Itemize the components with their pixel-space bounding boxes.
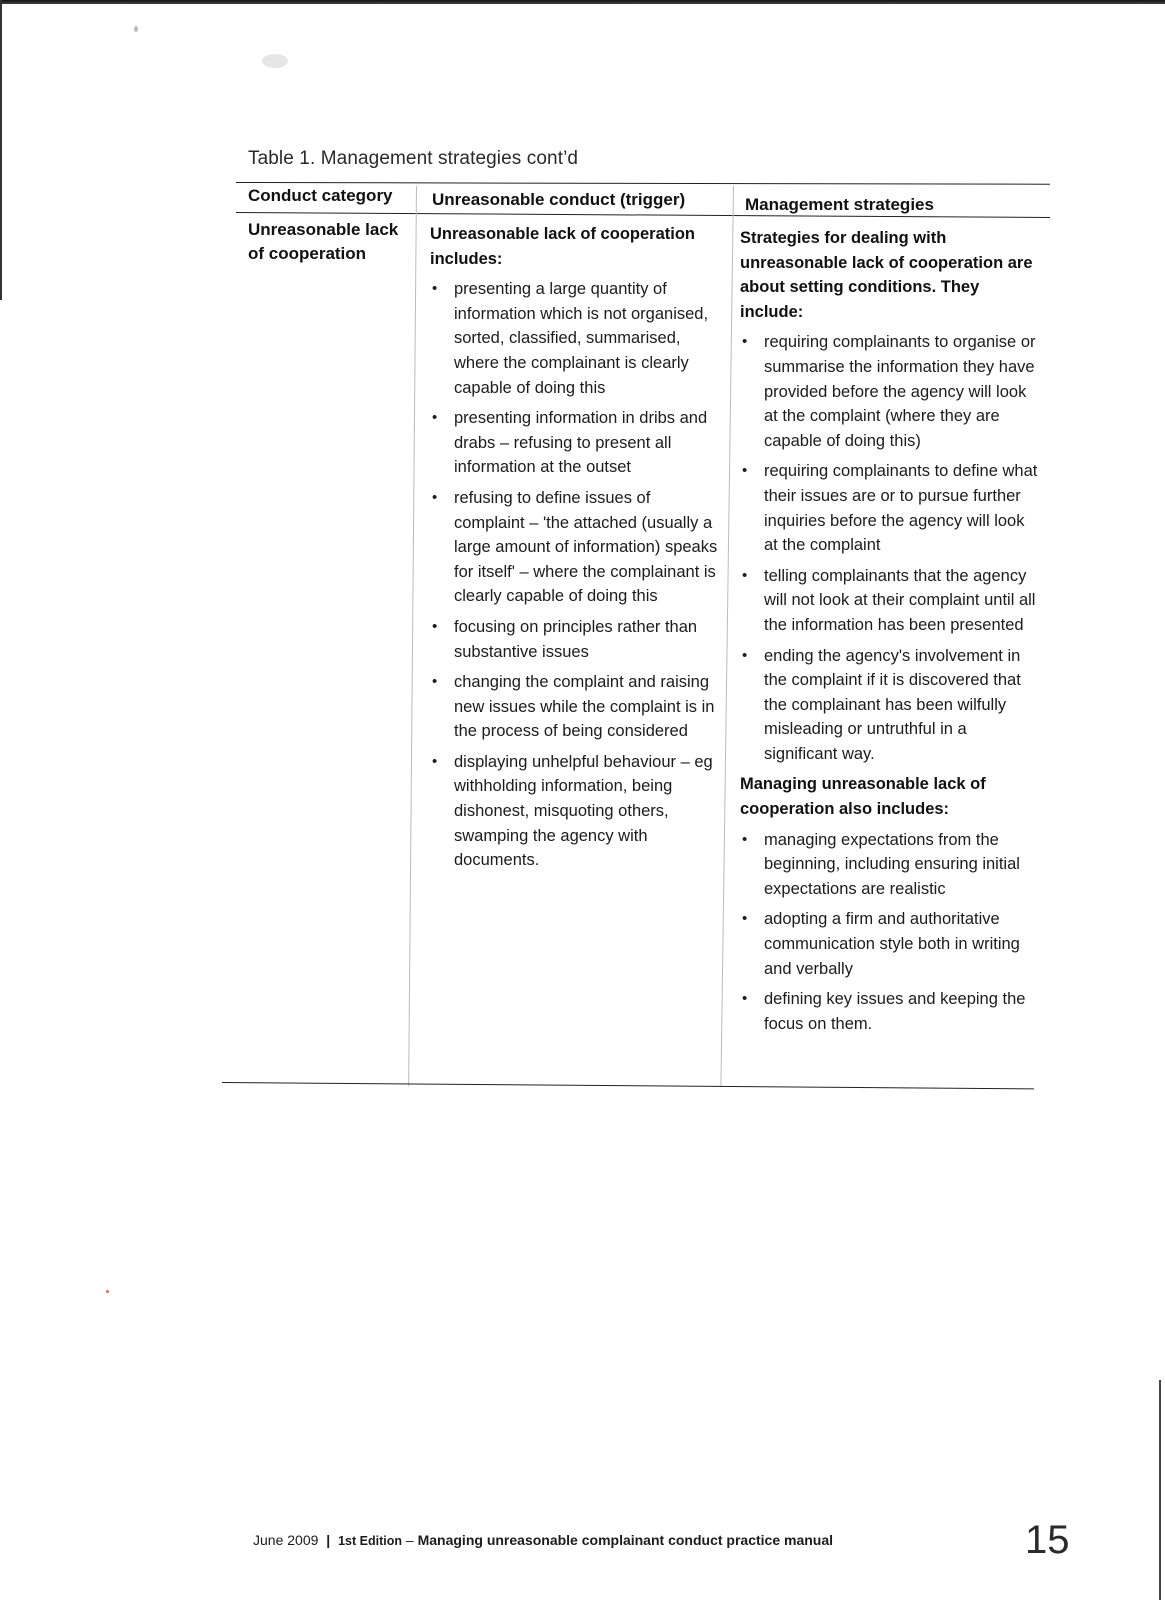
trigger-cell — [430, 222, 720, 879]
list-item: • defining key issues and keeping the focus on them. — [740, 987, 1040, 1036]
conduct-category-cell: Unreasonable lack of cooperation — [248, 220, 399, 263]
scan-edge-right — [1159, 1380, 1161, 1600]
footer-edition: 1st Edition — [338, 1534, 403, 1548]
table-top-rule — [236, 182, 1050, 185]
scan-edge-left — [0, 0, 2, 300]
list-item: • adopting a firm and authoritative communication style both in writing and verbally — [740, 907, 1040, 981]
list-item: • requiring complainants to organise or summarise the information they have provided before the agency will look at the complaint (where they are capable of doing this) — [740, 330, 1040, 453]
scan-edge-top — [0, 0, 1165, 4]
column-divider-1 — [408, 186, 417, 1086]
page-footer — [253, 1532, 833, 1548]
table-bottom-rule — [222, 1082, 1034, 1089]
table-caption: Table 1. Management strategies cont’d — [248, 148, 579, 169]
scan-speck — [134, 26, 138, 32]
footer-title: Managing unreasonable complainant conduct practice manual — [417, 1532, 834, 1548]
footer-dash: – — [405, 1532, 414, 1548]
footer-separator: | — [326, 1532, 331, 1548]
trigger-lead: Unreasonable lack of cooperation includes: — [430, 225, 695, 268]
list-item: • ending the agency's involvement in the complaint if it is discovered that the complainant has been wilfully misleading or untruthful in a significant way. — [740, 644, 1040, 767]
column-divider-2 — [720, 186, 734, 1086]
list-item: • focusing on principles rather than substantive issues — [430, 615, 720, 664]
strategies-also-list — [740, 828, 1040, 1037]
strategies-list — [740, 330, 1040, 766]
scan-speck — [106, 1290, 109, 1293]
list-item: • presenting information in dribs and drabs – refusing to present all information at the outset — [430, 406, 720, 480]
list-item: • presenting a large quantity of information which is not organised, sorted, classified, summarised, where the complainant is clearly capable of doing this — [430, 277, 720, 400]
strategies-cell — [740, 226, 1040, 1042]
header-management-strategies: Management strategies — [745, 195, 934, 214]
list-item: • displaying unhelpful behaviour – eg withholding information, being dishonest, misquoting others, swamping the agency with documents. — [430, 750, 720, 873]
list-item: • telling complainants that the agency will not look at their complaint until all the information has been presented — [740, 564, 1040, 638]
strategies-lead-also: Managing unreasonable lack of cooperation also includes: — [740, 775, 986, 819]
list-item: • requiring complainants to define what their issues are or to pursue further inquiries before the agency will look at the complaint — [740, 459, 1040, 557]
list-item: • refusing to define issues of complaint – 'the attached (usually a large amount of information) speaks for itself' – where the complainant is clearly capable of doing this — [430, 486, 720, 609]
page-number: 15 — [1025, 1518, 1070, 1562]
trigger-list — [430, 277, 720, 873]
list-item: • changing the complaint and raising new issues while the complaint is in the process of being considered — [430, 670, 720, 744]
header-conduct-category: Conduct category — [248, 186, 393, 205]
scan-speck — [262, 54, 288, 68]
list-item: • managing expectations from the beginning, including ensuring initial expectations are realistic — [740, 828, 1040, 902]
header-unreasonable-conduct: Unreasonable conduct (trigger) — [432, 190, 686, 209]
footer-date: June 2009 — [253, 1532, 319, 1548]
strategies-lead: Strategies for dealing with unreasonable lack of cooperation are about setting conditions. They include: — [740, 229, 1033, 321]
